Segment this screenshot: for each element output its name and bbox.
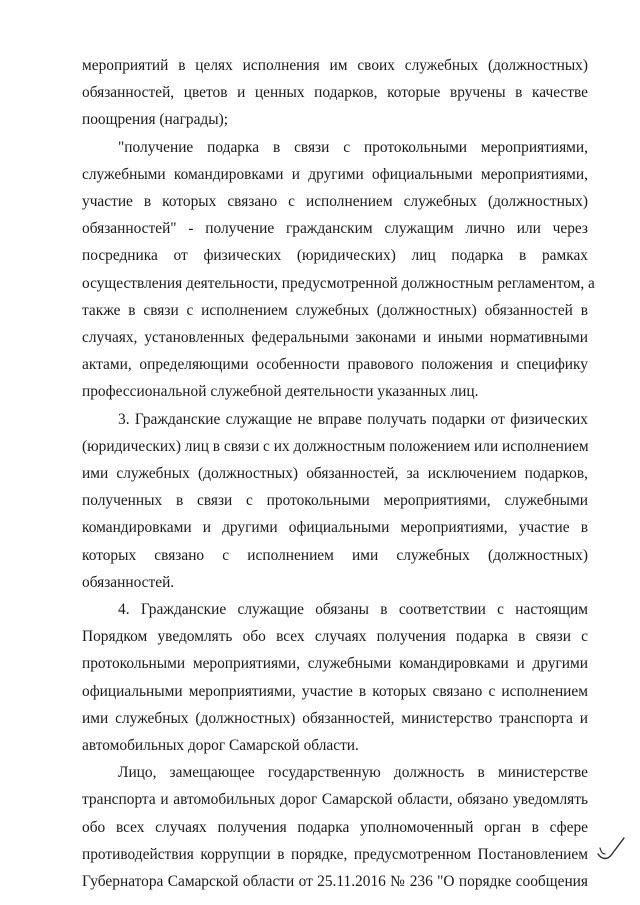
text-line: посредника от физических (юридических) лиц подарка в рамках [82,247,588,265]
text-line: 4. Гражданские служащие обязаны в соответствии с настоящим [118,601,588,619]
text-line: командировками и другими официальными мероприятиями, участие в [82,519,588,537]
text-line: противодействия коррупции в порядке, предусмотренном Постановлением [82,845,588,863]
text-line: Порядком уведомлять обо всех случаях получения подарка в связи с [82,628,588,646]
text-line: случаях, установленных федеральными законами и иными нормативными [82,329,588,347]
text-line: осуществления деятельности, предусмотренной должностным регламентом, а [82,274,595,292]
text-line: обязанностей, цветов и ценных подарков, которые вручены в качестве [82,84,588,102]
text-line: (юридических) лиц в связи с их должностным положением или исполнением [82,437,589,455]
text-line: участие в которых связано с исполнением служебных (должностных) [82,193,588,211]
text-line: Лицо, замещающее государственную должность в министерстве [118,764,588,782]
text-line: актами, определяющими особенности правового положения и специфику [82,356,588,374]
text-line: Губернатора Самарской области от 25.11.2016 № 236 "О порядке сообщения [82,873,588,891]
text-line: мероприятий в целях исполнения им своих служебных (должностных) [82,57,588,74]
text-line: служебными командировками и другими официальными мероприятиями, [82,165,588,183]
initials-signature-mark [596,832,626,862]
text-line: ими служебных (должностных) обязанностей, за исключением подарков, [82,465,588,483]
text-line: "получение подарка в связи с протокольными мероприятиями, [118,138,588,156]
text-line: профессиональной служебной деятельности указанных лиц. [82,383,479,401]
text-line: ими служебных (должностных) обязанностей, министерство транспорта и [82,709,588,727]
text-line: транспорта и автомобильных дорог Самарской области, обязано уведомлять [82,791,588,809]
text-line: официальными мероприятиями, участие в которых связано с исполнением [82,682,588,700]
document-body [82,52,595,895]
text-line: которых связано с исполнением ими служебных (должностных) [82,546,588,564]
text-line: протокольными мероприятиями, служебными командировками и другими [82,655,588,673]
text-line: обязанностей. [82,573,175,591]
text-line: обо всех случаях получения подарка уполномоченный орган в сфере [82,818,588,836]
text-line: поощрения (награды); [82,111,229,129]
text-line: обязанностей" - получение гражданским служащим лично или через [82,220,588,238]
text-line: также в связи с исполнением служебных (должностных) обязанностей в [82,301,588,319]
text-line: 3. Гражданские служащие не вправе получать подарки от физических [118,410,588,428]
text-line: полученных в связи с протокольными мероприятиями, служебными [82,492,588,510]
text-line: автомобильных дорог Самарской области. [82,737,359,755]
